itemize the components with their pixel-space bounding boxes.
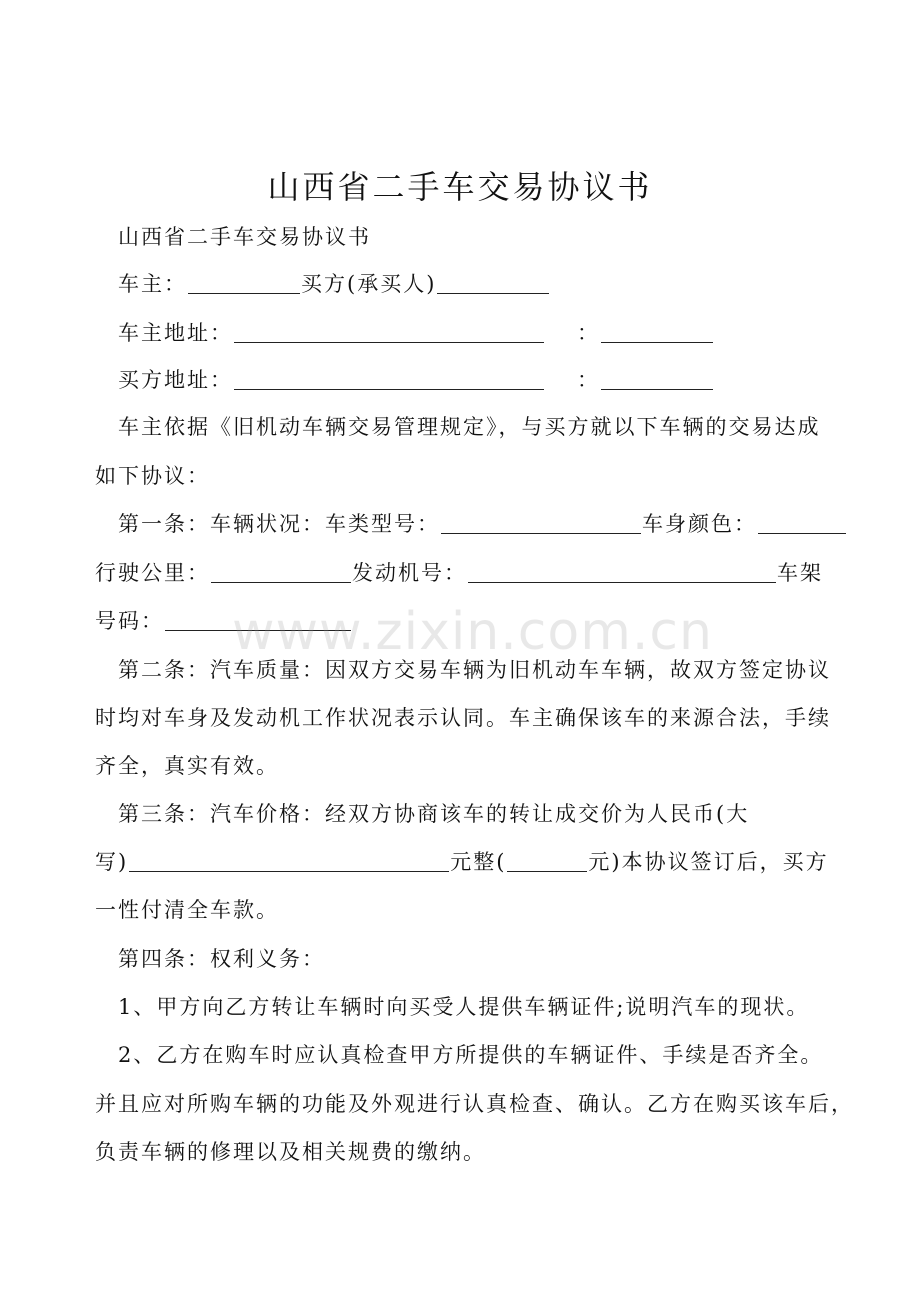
- buyer-phone-blank: [601, 367, 713, 390]
- article-3-line-3: 一性付清全车款。: [95, 898, 279, 922]
- article-2-line-1: 第二条：汽车质量：因双方交易车辆为旧机动车车辆，故双方签定协议: [118, 658, 831, 682]
- article-2-line-3: 齐全，真实有效。: [95, 754, 279, 778]
- owner-blank: [188, 271, 300, 294]
- owner-phone-colon: ：: [577, 321, 600, 345]
- body-color-label: 车身颜色：: [642, 512, 757, 536]
- article-4-label: 第四条：权利义务：: [118, 947, 325, 971]
- frame-label-part2: 号码：: [95, 609, 164, 633]
- buyer-label: 买方(承买人): [301, 272, 437, 296]
- buyer-address-label: 买方地址：: [118, 368, 233, 392]
- price-words-blank: [129, 849, 449, 872]
- article-1-line-1: [118, 509, 847, 539]
- article-3-line-2: [95, 847, 829, 877]
- buyer-address-blank: [234, 367, 544, 390]
- price-tail: 元)本协议签订后，买方: [588, 850, 829, 874]
- owner-phone-blank: [601, 320, 713, 343]
- vehicle-model-blank: [441, 511, 641, 534]
- engine-label: 发动机号：: [352, 561, 467, 585]
- buyer-blank: [437, 271, 549, 294]
- article-2-line-2: 时均对车身及发动机工作状况表示认同。车主确保该车的来源合法，手续: [95, 706, 831, 730]
- body-color-blank: [758, 511, 846, 534]
- article-1-line-2: [95, 558, 823, 588]
- intro-line-1: 车主依据《旧机动车辆交易管理规定》，与买方就以下车辆的交易达成: [118, 415, 821, 439]
- watermark: www.zixin.com.cn: [232, 602, 713, 662]
- mileage-label: 行驶公里：: [95, 561, 210, 585]
- item-2-line-1: 2、乙方在购车时应认真检查甲方所提供的车辆证件、手续是否齐全。: [118, 1043, 824, 1067]
- intro-line-2: 如下协议：: [95, 464, 210, 488]
- article-1-label: 第一条：车辆状况：车类型号：: [118, 512, 440, 536]
- item-2-line-2: 并且应对所购车辆的功能及外观进行认真检查、确认。乙方在购买该车后，: [95, 1092, 854, 1116]
- price-number-blank: [507, 849, 587, 872]
- owner-address-label: 车主地址：: [118, 321, 233, 345]
- engine-blank: [468, 560, 776, 583]
- subtitle-line: 山西省二手车交易协议书: [118, 225, 371, 249]
- mileage-blank: [211, 560, 351, 583]
- item-1: 1、甲方向乙方转让车辆时向买受人提供车辆证件;说明汽车的现状。: [118, 995, 810, 1019]
- buyer-phone-colon: ：: [577, 368, 600, 392]
- frame-label-part1: 车架: [777, 561, 823, 585]
- article-3-line-1: 第三条：汽车价格：经双方协商该车的转让成交价为人民币(大: [118, 802, 750, 826]
- owner-label: 车主：: [118, 272, 187, 296]
- price-yuanzheng: 元整(: [450, 850, 507, 874]
- owner-address-blank: [234, 320, 544, 343]
- item-2-line-3: 负责车辆的修理以及相关规费的缴纳。: [95, 1140, 486, 1164]
- buyer-address-line: [118, 365, 714, 395]
- owner-address-line: [118, 318, 714, 348]
- document-title: 山西省二手车交易协议书: [267, 168, 653, 206]
- owner-buyer-line: [118, 269, 550, 299]
- price-write-label: 写): [95, 850, 129, 874]
